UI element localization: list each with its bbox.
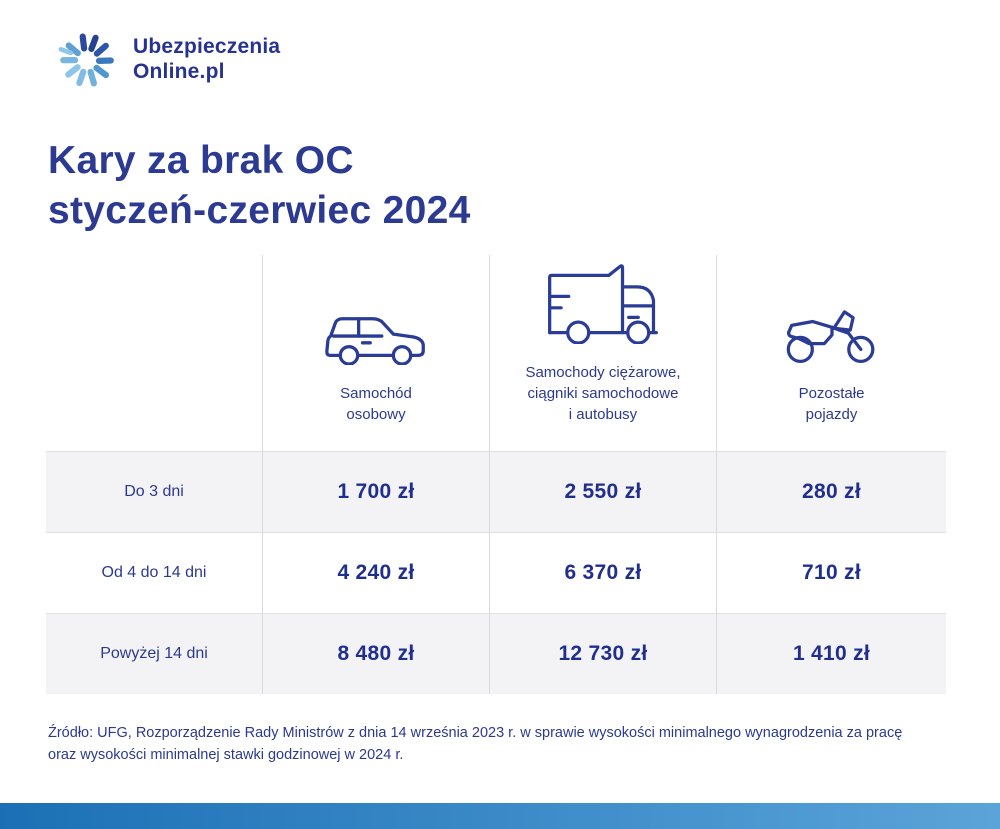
column-header-other-label: Pozostałe pojazdy — [798, 385, 865, 423]
value-cell: 2 550 zł — [490, 451, 717, 532]
page-title-line2: styczeń-czerwiec 2024 — [48, 188, 471, 232]
bottom-gradient-bar — [0, 803, 1000, 829]
brand-name-line1: Ubezpieczenia — [133, 35, 281, 59]
column-header-car — [263, 255, 490, 451]
column-header-other — [717, 255, 946, 451]
column-header-truck — [490, 255, 717, 451]
column-header-car-label: Samochód osobowy — [340, 385, 412, 423]
column-header-truck-label: Samochody ciężarowe, ciągniki samochodowe i autobusy — [525, 364, 681, 423]
row-label: Od 4 do 14 dni — [46, 532, 263, 613]
page-title-line1: Kary za brak OC — [48, 139, 354, 182]
value-cell: 12 730 zł — [490, 613, 717, 694]
car-icon — [322, 269, 430, 365]
brand-name-line2: Online.pl — [133, 60, 225, 83]
brand-logo — [55, 27, 280, 93]
brand-burst-icon — [55, 27, 119, 93]
value-cell: 6 370 zł — [490, 532, 717, 613]
page-title — [48, 136, 471, 236]
value-cell: 8 480 zł — [263, 613, 490, 694]
value-cell: 1 700 zł — [263, 451, 490, 532]
value-cell: 4 240 zł — [263, 532, 490, 613]
truck-icon — [540, 255, 666, 344]
value-cell: 710 zł — [717, 532, 946, 613]
brand-name — [133, 35, 280, 85]
value-cell: 280 zł — [717, 451, 946, 532]
header-empty-cell — [46, 255, 263, 451]
row-label: Powyżej 14 dni — [46, 613, 263, 694]
source-note: Źródło: UFG, Rozporządzenie Rady Ministrów z dnia 14 września 2023 r. w sprawie wysokości minimalnego wynagrodzenia za pracę oraz wysokości minimalnej stawki godzinowej w 2024 r. — [48, 725, 903, 764]
row-label: Do 3 dni — [46, 451, 263, 532]
penalty-table — [46, 255, 946, 694]
motorcycle-icon — [784, 269, 880, 365]
value-cell: 1 410 zł — [717, 613, 946, 694]
